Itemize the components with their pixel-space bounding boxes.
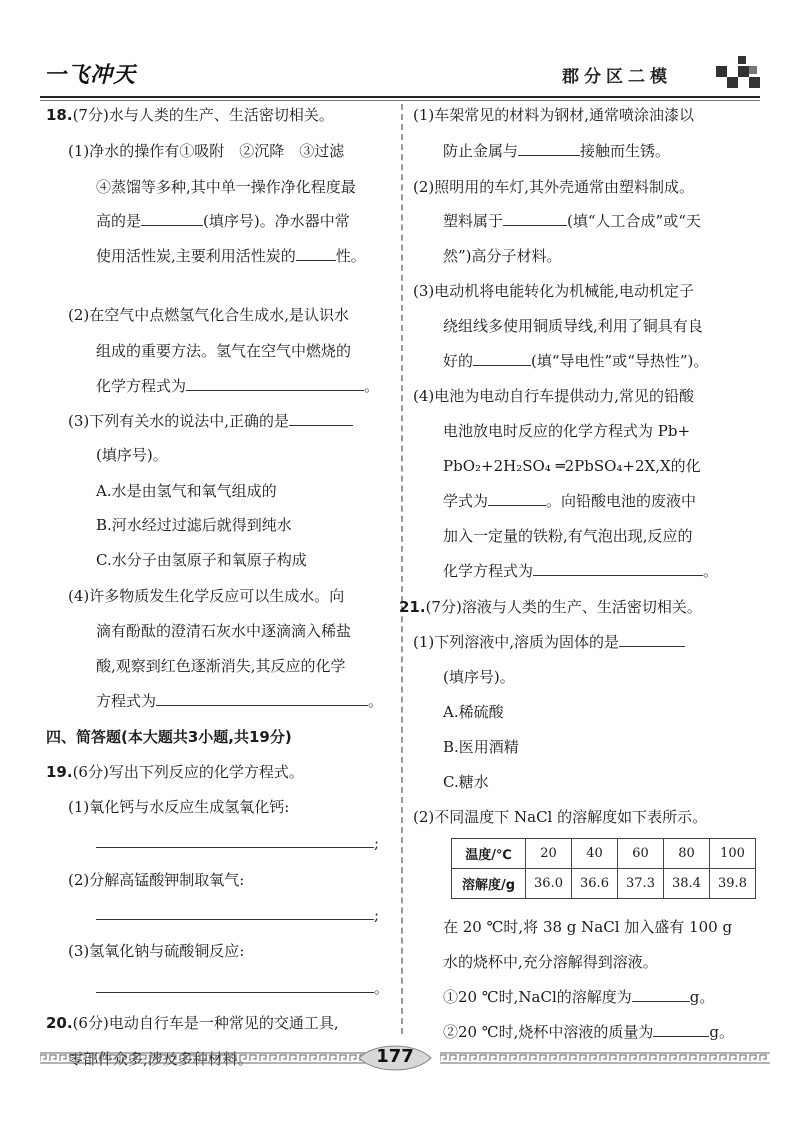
text-line <box>413 385 694 407</box>
line-text-after: g。 <box>709 1023 735 1041</box>
text-line <box>443 701 504 723</box>
line-text-after: 。向铅酸电池的废液中 <box>546 492 697 510</box>
line-text: (3)氢氧化钠与硫酸铜反应: <box>68 942 245 960</box>
section-title: 郡分区二模 <box>562 67 672 87</box>
table-cell: 100 <box>710 839 756 869</box>
page-number-badge <box>355 1040 435 1076</box>
footer-ornament-right <box>440 1050 770 1064</box>
line-text: (3)下列有关水的说法中,正确的是 <box>68 412 290 430</box>
footer-ornament-left <box>40 1050 370 1064</box>
line-text: 方程式为 <box>96 692 157 710</box>
answer-blank[interactable] <box>503 210 567 226</box>
answer-blank[interactable] <box>141 210 203 226</box>
text-line <box>413 176 694 198</box>
text-line <box>96 690 383 712</box>
text-line <box>46 726 292 748</box>
solubility-table <box>451 838 756 899</box>
text-line <box>413 806 707 828</box>
table-cell: 60 <box>618 839 664 869</box>
line-text: ①20 ℃时,NaCl的溶解度为 <box>443 988 632 1006</box>
line-text: 然”)高分子材料。 <box>443 247 562 265</box>
line-text-after: (填序号)。净水器中常 <box>203 212 350 230</box>
line-text: 学式为 <box>443 492 489 510</box>
answer-blank[interactable] <box>296 245 336 261</box>
column-divider <box>401 104 403 1034</box>
answer-blank[interactable] <box>533 560 703 576</box>
answer-blank[interactable] <box>632 986 690 1002</box>
text-line <box>443 951 658 973</box>
line-text: 水的烧杯中,充分溶解得到溶液。 <box>443 953 658 971</box>
line-text: A.水是由氢气和氧气组成的 <box>96 482 277 500</box>
text-line <box>443 916 732 938</box>
text-line <box>96 444 168 466</box>
line-text: (填序号)。 <box>96 446 168 464</box>
table-row <box>452 869 756 899</box>
line-text: (2)在空气中点燃氢气化合生成水,是认识水 <box>68 306 350 324</box>
checker-pattern-icon <box>716 56 760 88</box>
line-text: 好的 <box>443 352 474 370</box>
text-line <box>443 771 489 793</box>
line-text: 四、简答题(本大题共3小题,共19分) <box>46 728 292 746</box>
text-line <box>96 245 366 267</box>
answer-blank[interactable] <box>619 631 685 647</box>
text-line <box>443 315 703 337</box>
line-text: 零部件众多,涉及多种材料。 <box>68 1050 253 1068</box>
text-line <box>443 455 701 477</box>
question-text: (7分)溶液与人类的生产、生活密切相关。 <box>425 598 702 616</box>
text-line <box>68 869 244 891</box>
text-line <box>443 736 519 758</box>
text-line <box>68 585 344 607</box>
line-text: 绕组线多使用铜质导线,利用了铜具有良 <box>443 317 703 335</box>
line-text: (2)照明用的车灯,其外壳通常由塑料制成。 <box>413 178 695 196</box>
line-text: 酸,观察到红色逐渐消失,其反应的化学 <box>96 657 346 675</box>
line-text: PbO₂+2H₂SO₄ ═2PbSO₄+2X,X的化 <box>443 457 701 475</box>
answer-blank[interactable] <box>488 490 546 506</box>
table-header-solubility: 溶解度/g <box>452 869 526 899</box>
line-text: (1)下列溶液中,溶质为固体的是 <box>413 633 620 651</box>
line-text: A.稀硫酸 <box>443 703 504 721</box>
line-text-after: ; <box>374 834 380 852</box>
text-line <box>46 1012 339 1034</box>
line-text: B.医用酒精 <box>443 738 519 756</box>
text-line <box>399 596 702 618</box>
text-line <box>443 420 690 442</box>
text-line <box>68 410 353 432</box>
text-line <box>443 666 515 688</box>
line-text: 使用活性炭,主要利用活性炭的 <box>96 247 296 265</box>
text-line <box>96 514 292 536</box>
answer-blank[interactable] <box>186 375 364 391</box>
text-line <box>443 525 693 547</box>
line-text: 塑料属于 <box>443 212 504 230</box>
page-header <box>40 52 760 92</box>
page-number: 177 <box>376 1046 414 1067</box>
text-line <box>96 480 277 502</box>
line-text: 电池放电时反应的化学方程式为 Pb+ <box>443 422 691 440</box>
line-text-after: 性。 <box>335 247 366 265</box>
text-line <box>443 986 714 1008</box>
answer-blank[interactable] <box>96 904 374 920</box>
answer-blank[interactable] <box>518 140 580 156</box>
text-line <box>443 140 670 162</box>
text-line <box>443 245 562 267</box>
text-line <box>443 350 708 372</box>
line-text: 化学方程式为 <box>443 562 534 580</box>
table-row <box>452 839 756 869</box>
line-text-after: 。 <box>368 692 384 710</box>
text-line <box>443 560 718 582</box>
line-text: (1)氧化钙与水反应生成氢氧化钙: <box>68 798 290 816</box>
text-line <box>96 977 389 999</box>
question-text: (7分)水与人类的生产、生活密切相关。 <box>72 106 334 124</box>
header-rule-thin <box>40 100 760 101</box>
answer-blank[interactable] <box>289 410 353 426</box>
table-cell: 36.0 <box>526 869 572 899</box>
table-cell: 38.4 <box>664 869 710 899</box>
line-text: (3)电动机将电能转化为机械能,电动机定子 <box>413 282 695 300</box>
text-line <box>46 104 334 126</box>
line-text: ④蒸馏等多种,其中单一操作净化程度最 <box>96 178 356 196</box>
line-text: (2)分解高锰酸钾制取氧气: <box>68 871 245 889</box>
line-text: (填序号)。 <box>443 668 515 686</box>
line-text: (1)净水的操作有①吸附 ②沉降 ③过滤 <box>68 142 345 160</box>
line-text: C.糖水 <box>443 773 489 791</box>
line-text-after: 。 <box>364 377 380 395</box>
line-text: 高的是 <box>96 212 142 230</box>
text-line <box>96 210 350 232</box>
table-cell: 36.6 <box>572 869 618 899</box>
line-text-after: ; <box>374 906 380 924</box>
answer-blank[interactable] <box>96 832 374 848</box>
line-text: 组成的重要方法。氢气在空气中燃烧的 <box>96 342 352 360</box>
answer-blank[interactable] <box>653 1021 709 1037</box>
text-line <box>443 210 701 232</box>
line-text: (2)不同温度下 NaCl 的溶解度如下表所示。 <box>413 808 708 826</box>
text-line <box>96 655 346 677</box>
question-text: (6分)电动自行车是一种常见的交通工具, <box>72 1014 339 1032</box>
table-cell: 20 <box>526 839 572 869</box>
text-line <box>96 904 379 926</box>
table-cell: 37.3 <box>618 869 664 899</box>
question-text: (6分)写出下列反应的化学方程式。 <box>72 763 304 781</box>
text-line <box>68 304 349 326</box>
text-line <box>96 375 379 397</box>
text-line <box>96 176 356 198</box>
line-text: 化学方程式为 <box>96 377 187 395</box>
line-text-after: g。 <box>689 988 715 1006</box>
text-line <box>413 104 694 126</box>
answer-blank[interactable] <box>473 350 531 366</box>
question-number: 18. <box>46 106 73 124</box>
table-cell: 39.8 <box>710 869 756 899</box>
line-text: 在 20 ℃时,将 38 g NaCl 加入盛有 100 g <box>443 918 733 936</box>
line-text: (1)车架常见的材料为钢材,通常喷涂油漆以 <box>413 106 695 124</box>
text-line <box>68 796 289 818</box>
table-cell: 40 <box>572 839 618 869</box>
question-number: 20. <box>46 1014 73 1032</box>
text-line <box>96 832 379 854</box>
text-line <box>96 340 351 362</box>
question-number: 21. <box>399 598 426 616</box>
line-text-after: (填“导电性”或“导热性”)。 <box>531 352 709 370</box>
text-line <box>413 280 694 302</box>
line-text-after: 。 <box>374 979 390 997</box>
answer-blank[interactable] <box>156 690 368 706</box>
table-header-temperature: 温度/℃ <box>452 839 526 869</box>
line-text: 防止金属与 <box>443 142 519 160</box>
text-line <box>68 140 344 162</box>
line-text: ②20 ℃时,烧杯中溶液的质量为 <box>443 1023 654 1041</box>
line-text: 加入一定量的铁粉,有气泡出现,反应的 <box>443 527 693 545</box>
line-text: (4)电池为电动自行车提供动力,常见的铅酸 <box>413 387 695 405</box>
text-line <box>96 620 351 642</box>
line-text: C.水分子由氢原子和氧原子构成 <box>96 551 307 569</box>
text-line <box>46 761 304 783</box>
line-text-after: 接触而生锈。 <box>580 142 671 160</box>
table-cell: 80 <box>664 839 710 869</box>
line-text: 滴有酚酞的澄清石灰水中逐滴滴入稀盐 <box>96 622 352 640</box>
text-line <box>443 490 696 512</box>
header-rule <box>40 96 760 98</box>
line-text-after: (填“人工合成”或“天 <box>567 212 701 230</box>
question-number: 19. <box>46 763 73 781</box>
text-line <box>96 549 307 571</box>
line-text: (4)许多物质发生化学反应可以生成水。向 <box>68 587 345 605</box>
text-line <box>68 940 244 962</box>
text-line <box>443 1021 734 1043</box>
answer-blank[interactable] <box>96 977 374 993</box>
line-text: B.河水经过过滤后就得到纯水 <box>96 516 292 534</box>
brand-logo: 一飞冲天 <box>44 63 137 88</box>
line-text-after: 。 <box>703 562 719 580</box>
text-line <box>413 631 685 653</box>
